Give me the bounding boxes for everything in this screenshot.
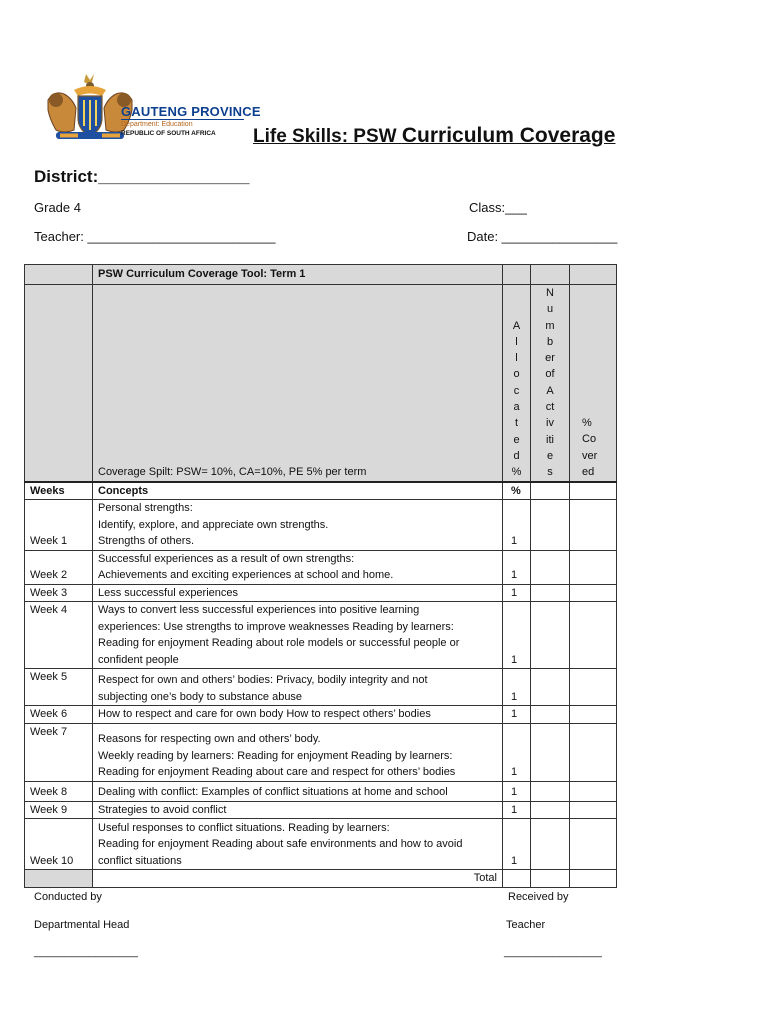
header-fragment: %: [511, 466, 522, 479]
concept-line: Strengths of others.: [98, 535, 194, 548]
empty-cell: [570, 584, 617, 602]
week-row: [25, 584, 617, 602]
header-fragment: A: [546, 384, 554, 397]
header-fragment: iti: [546, 433, 554, 446]
empty-cell: [570, 723, 617, 781]
concept-line: subjecting one’s body to substance abuse: [98, 690, 303, 703]
teacher-field: Teacher: __________________________: [34, 229, 276, 244]
allocated-value: 1: [503, 550, 531, 584]
coverage-split-text: Coverage Spilt: PSW= 10%, CA=10%, PE 5% per term: [93, 285, 503, 482]
concept-line: Strategies to avoid conflict: [98, 803, 227, 816]
coverage-split-row: [25, 285, 617, 482]
header-fragment: er: [545, 352, 555, 365]
concept-cell: [93, 781, 503, 801]
header-fragment: c: [513, 384, 520, 397]
tool-title: PSW Curriculum Coverage Tool: Term 1: [93, 265, 503, 285]
concept-line: Ways to convert less successful experiences into positive learning: [98, 604, 420, 617]
conducted-by-label: Conducted by: [34, 891, 102, 903]
concept-line: experiences: Use strengths to improve weaknesses Reading by learners:: [98, 620, 454, 633]
percent-column-header: %: [503, 482, 531, 500]
title-curriculum-coverage: Curriculum Coverage: [401, 124, 616, 147]
percent-covered-header: [570, 285, 617, 482]
concept-line: Reasons for respecting own and others’ body.: [98, 733, 321, 746]
empty-cell: [531, 706, 570, 724]
allocated-value: 1: [503, 602, 531, 669]
concept-line: Respect for own and others’ bodies: Privacy, bodily integrity and not: [98, 674, 428, 687]
concept-line: Less successful experiences: [98, 586, 239, 599]
empty-cell: [570, 500, 617, 551]
week-label: Week 9: [25, 801, 93, 819]
empty-cell: [531, 801, 570, 819]
total-row: [25, 870, 617, 888]
header-fragment: l: [515, 352, 518, 365]
header-fragment: o: [513, 368, 520, 381]
logo-province-name: GAUTENG PROVINCE: [121, 104, 261, 119]
week-label: Week 8: [25, 781, 93, 801]
header-fragment: e: [546, 449, 554, 462]
concept-line: Reading for enjoyment Reading about care and respect for others’ bodies: [98, 766, 456, 779]
concept-line: Identify, explore, and appreciate own strengths.: [98, 518, 329, 531]
allocated-value: 1: [503, 706, 531, 724]
header-fragment: Co: [582, 433, 597, 446]
empty-cell: [531, 669, 570, 706]
concept-line: Personal strengths:: [98, 502, 193, 515]
header-fragment: N: [546, 287, 554, 299]
week-row: [25, 602, 617, 669]
header-fragment: e: [513, 433, 520, 446]
tool-title-row: [25, 265, 617, 285]
weeks-column-header: Weeks: [25, 482, 93, 500]
week-row: [25, 550, 617, 584]
week-label: Week 6: [25, 706, 93, 724]
blank-header-cell: [531, 265, 570, 285]
empty-cell: [570, 482, 617, 500]
logo-republic: REPUBLIC OF SOUTH AFRICA: [121, 130, 216, 137]
header-fragment: b: [546, 335, 554, 348]
empty-cell: [531, 482, 570, 500]
week-row: [25, 819, 617, 870]
blank-header-cell: [25, 265, 93, 285]
week-row: [25, 723, 617, 781]
allocated-value: 1: [503, 723, 531, 781]
column-header-row: [25, 482, 617, 500]
week-row: [25, 500, 617, 551]
empty-cell: [570, 819, 617, 870]
teacher-signature-line: ________________: [504, 946, 602, 958]
week-row: [25, 706, 617, 724]
header-fragment: u: [546, 303, 554, 316]
class-field: Class:___: [469, 200, 527, 215]
blank-header-cell: [503, 265, 531, 285]
title-subject: Life Skills: PSW: [253, 126, 402, 147]
header-fragment: ct: [545, 401, 555, 414]
week-label: Week 2: [25, 550, 93, 584]
week-label: Week 1: [25, 500, 93, 551]
empty-cell: [570, 870, 617, 888]
empty-cell: [570, 801, 617, 819]
week-rows: [25, 500, 617, 870]
header-fragment: %: [582, 416, 592, 429]
header-fragment: d: [513, 449, 520, 462]
concepts-column-header: Concepts: [93, 482, 503, 500]
allocated-value: 1: [503, 500, 531, 551]
empty-cell: [531, 781, 570, 801]
empty-cell: [531, 500, 570, 551]
allocated-value: 1: [503, 801, 531, 819]
allocated-value: 1: [503, 584, 531, 602]
empty-cell: [531, 870, 570, 888]
concept-line: Weekly reading by learners: Reading for enjoyment Reading by learners:: [98, 749, 453, 762]
week-row: [25, 801, 617, 819]
empty-cell: [570, 669, 617, 706]
concept-line: Achievements and exciting experiences at school and home.: [98, 569, 394, 582]
empty-cell: [531, 602, 570, 669]
concept-cell: [93, 819, 503, 870]
concept-cell: [93, 584, 503, 602]
empty-cell: [570, 550, 617, 584]
blank-header-cell: [570, 265, 617, 285]
header-fragment: t: [514, 417, 519, 430]
header-fragment: l: [515, 335, 518, 348]
header-fragment: A: [512, 319, 521, 332]
empty-cell: [531, 819, 570, 870]
header-fragment: a: [513, 401, 520, 414]
week-label: Week 7: [25, 723, 93, 781]
header-fragment: ed: [582, 466, 595, 479]
empty-cell: [531, 723, 570, 781]
week-row: [25, 669, 617, 706]
concept-line: Useful responses to conflict situations. Reading by learners:: [98, 821, 390, 834]
header-fragment: iv: [546, 417, 554, 430]
number-of-activities-header: [531, 285, 570, 482]
allocated-percent-header: [503, 285, 531, 482]
blank-header-cell: [25, 285, 93, 482]
concept-cell: [93, 669, 503, 706]
grade-label: Grade 4: [34, 200, 81, 215]
empty-cell: [570, 781, 617, 801]
header-fragment: of: [545, 368, 555, 381]
allocated-value: 1: [503, 669, 531, 706]
concept-cell: [93, 723, 503, 781]
empty-cell: [503, 870, 531, 888]
concept-cell: [93, 706, 503, 724]
empty-cell: [570, 602, 617, 669]
week-label: Week 10: [25, 819, 93, 870]
head-signature-line: _________________: [34, 946, 139, 958]
departmental-head-label: Departmental Head: [34, 919, 130, 931]
teacher-label: Teacher: [506, 919, 546, 931]
received-by-label: Received by: [508, 891, 569, 903]
document-title: [253, 124, 615, 148]
concept-line: confident people: [98, 653, 179, 666]
total-label: Total: [93, 870, 503, 888]
week-label: Week 5: [25, 669, 93, 706]
concept-cell: [93, 550, 503, 584]
week-label: Week 3: [25, 584, 93, 602]
week-label: Week 4: [25, 602, 93, 669]
concept-line: Dealing with conflict: Examples of conflict situations at home and school: [98, 786, 448, 799]
allocated-value: 1: [503, 819, 531, 870]
concept-cell: [93, 500, 503, 551]
concept-line: How to respect and care for own body How to respect others’ bodies: [98, 708, 431, 721]
district-field: District:________________: [34, 167, 250, 186]
logo-department: Department: Education: [121, 121, 193, 128]
total-blank-cell: [25, 870, 93, 888]
header-fragment: s: [547, 466, 553, 479]
logo-divider: [121, 119, 244, 120]
concept-line: Reading for enjoyment Reading about role models or successful people or: [98, 637, 460, 650]
concept-line: Successful experiences as a result of own strengths:: [98, 552, 355, 565]
empty-cell: [531, 550, 570, 584]
allocated-value: 1: [503, 781, 531, 801]
concept-line: conflict situations: [98, 854, 182, 867]
header-fragment: m: [545, 319, 555, 332]
concept-line: Reading for enjoyment Reading about safe environments and how to avoid: [98, 838, 463, 851]
empty-cell: [531, 584, 570, 602]
date-field: Date: ________________: [467, 229, 618, 244]
empty-cell: [570, 706, 617, 724]
concept-cell: [93, 602, 503, 669]
concept-cell: [93, 801, 503, 819]
curriculum-coverage-table: [24, 264, 617, 888]
header-fragment: ver: [582, 449, 598, 462]
week-row: [25, 781, 617, 801]
